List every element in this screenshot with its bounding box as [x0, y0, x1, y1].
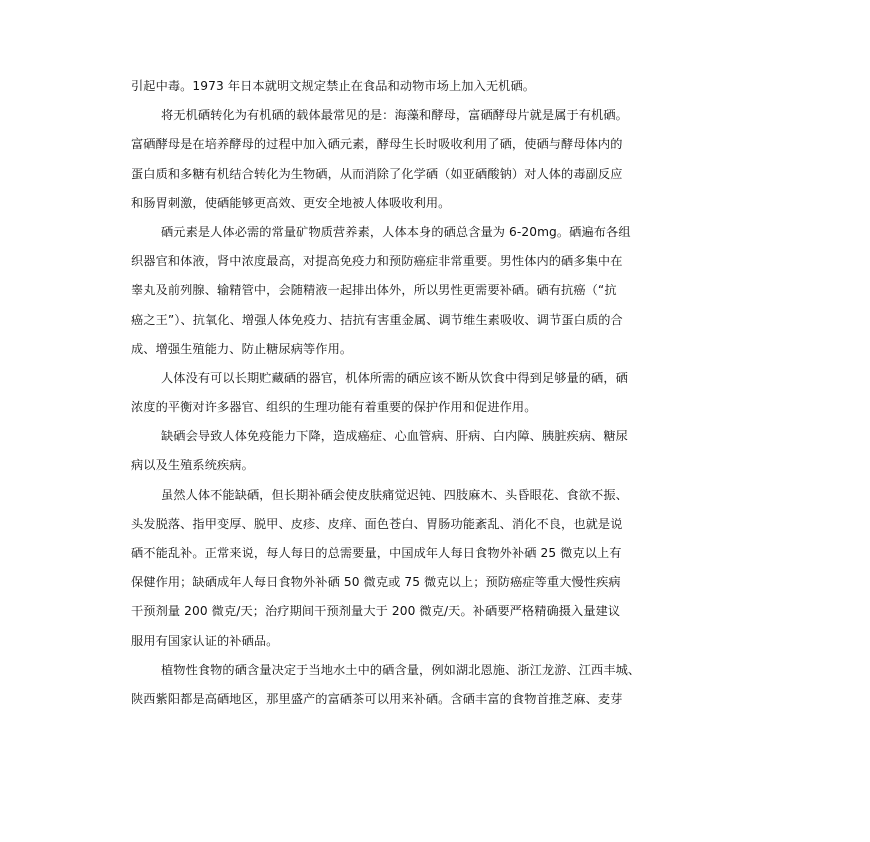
paragraph-first-line: 硒元素是人体必需的常量矿物质营养素，人体本身的硒总含量为 6-20mg。硒遍布各组	[161, 224, 631, 239]
text-line: 浓度的平衡对许多器官、组织的生理功能有着重要的保护作用和促进作用。	[131, 400, 537, 415]
paragraph-first-line: 缺硒会导致人体免疫能力下降，造成癌症、心血管病、肝病、白内障、胰脏疾病、糖尿	[161, 429, 628, 444]
text-line: 干预剂量 200 微克/天；治疗期间干预剂量大于 200 微克/天。补硒要严格精确摄入量建议	[131, 604, 621, 619]
text-line: 富硒酵母是在培养酵母的过程中加入硒元素，酵母生长时吸收利用了硒，使硒与酵母体内的	[131, 137, 623, 152]
text-line: 陕西紫阳都是高硒地区，那里盛产的富硒茶可以用来补硒。含硒丰富的食物首推芝麻、麦芽	[131, 691, 623, 706]
paragraph-first-line: 将无机硒转化为有机硒的载体最常见的是：海藻和酵母，富硒酵母片就是属于有机硒。	[161, 108, 628, 123]
text-line: 织器官和体液，肾中浓度最高，对提高免疫力和预防癌症非常重要。男性体内的硒多集中在	[131, 254, 623, 269]
text-line: 服用有国家认证的补硒品。	[131, 633, 279, 648]
text-line: 癌之王”）、抗氧化、增强人体免疫力、拮抗有害重金属、调节维生素吸收、调节蛋白质的合	[131, 312, 623, 327]
text-line: 蛋白质和多糖有机结合转化为生物硒，从而消除了化学硒（如亚硒酸钠）对人体的毒副反应	[131, 166, 623, 181]
text-line: 成、增强生殖能力、防止糖尿病等作用。	[131, 341, 353, 356]
text-line: 头发脱落、指甲变厚、脱甲、皮疹、皮痒、面色苍白、胃肠功能紊乱、消化不良，也就是说	[131, 516, 623, 531]
text-line: 和肠胃刺激，使硒能够更高效、更安全地被人体吸收利用。	[131, 195, 451, 210]
text-line: 保健作用；缺硒成年人每日食物外补硒 50 微克或 75 微克以上；预防癌症等重大慢性疾病	[131, 575, 621, 590]
paragraph-first-line: 植物性食物的硒含量决定于当地水土中的硒含量，例如湖北恩施、浙江龙游、江西丰城、	[161, 662, 641, 677]
text-line: 病以及生殖系统疾病。	[131, 458, 254, 473]
paragraph-first-line: 人体没有可以长期贮藏硒的器官，机体所需的硒应该不断从饮食中得到足够量的硒，硒	[161, 370, 628, 385]
text-line: 引起中毒。1973 年日本就明文规定禁止在食品和动物市场上加入无机硒。	[131, 79, 536, 93]
paragraph-first-line: 虽然人体不能缺硒，但长期补硒会使皮肤痛觉迟钝、四肢麻木、头昏眼花、食欲不振、	[161, 487, 628, 502]
text-line: 硒不能乱补。正常来说，每人每日的总需要量，中国成年人每日食物外补硒 25 微克以上有	[131, 546, 622, 560]
document-page	[131, 72, 743, 714]
text-line: 睾丸及前列腺、输精管中，会随精液一起排出体外，所以男性更需要补硒。硒有抗癌（“抗	[131, 283, 617, 298]
